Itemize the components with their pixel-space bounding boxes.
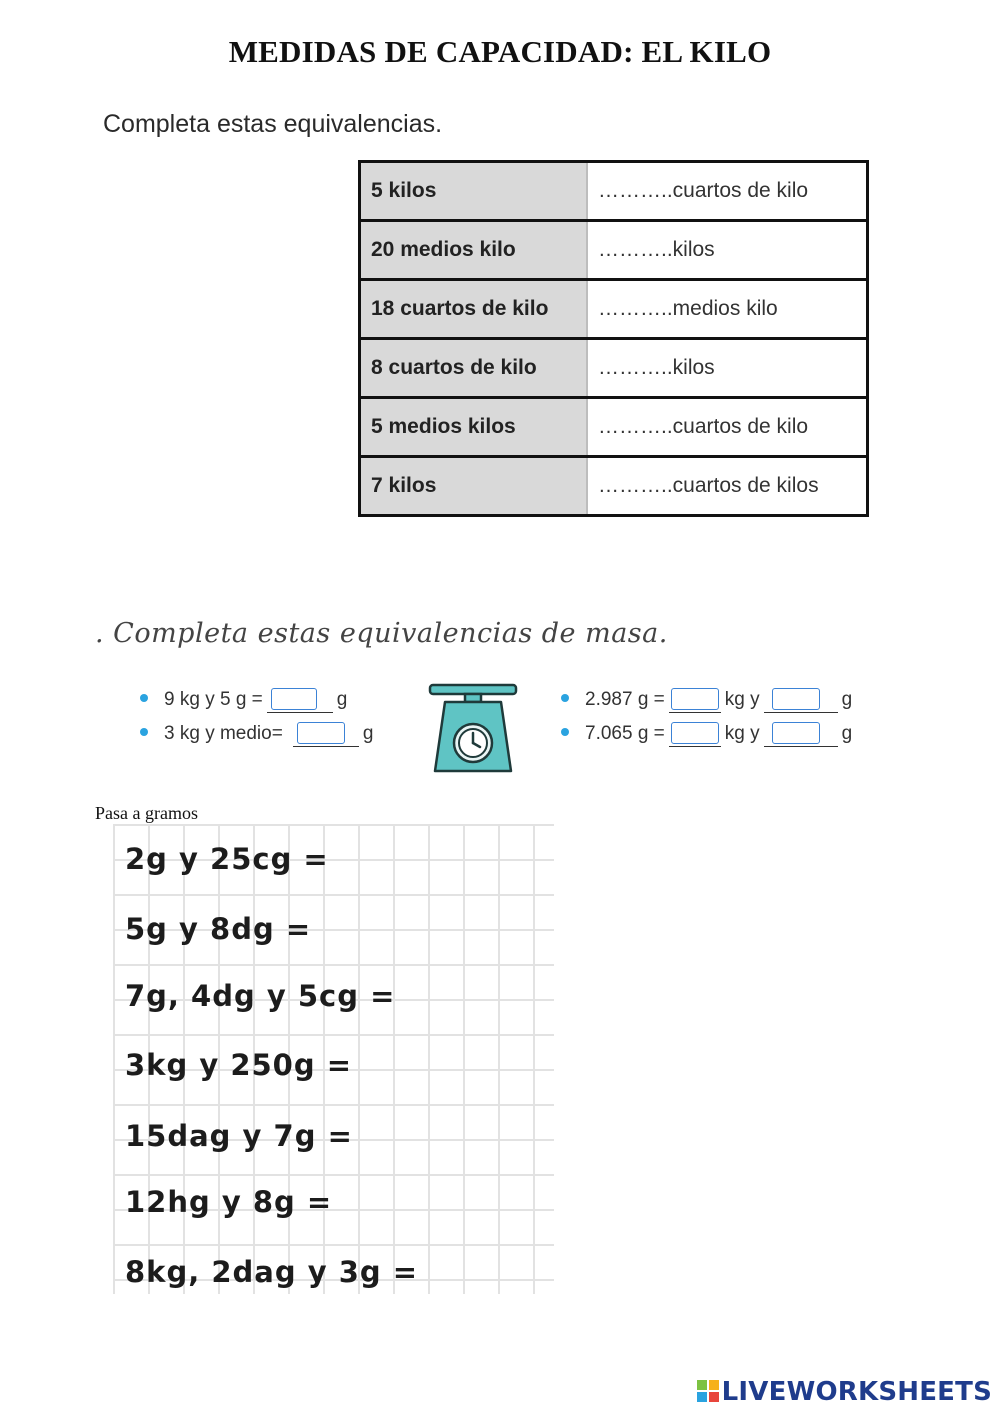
item-prefix: 7.065 g =: [585, 723, 665, 744]
answer-input[interactable]: [671, 722, 719, 744]
table-row: [360, 457, 868, 516]
table-cell-quantity: 5 kilos: [360, 162, 588, 221]
answer-blank: [267, 688, 333, 713]
table-cell-answer[interactable]: ………..kilos: [587, 221, 868, 280]
section1-instruction: Completa estas equivalencias.: [103, 110, 443, 138]
liveworksheets-icon: [697, 1380, 719, 1402]
answer-blank: [764, 688, 838, 713]
bullet-dot: [561, 694, 569, 702]
liveworksheets-logo: [697, 1377, 992, 1407]
table-cell-quantity: 20 medios kilo: [360, 221, 588, 280]
item-prefix: 9 kg y 5 g =: [164, 689, 263, 710]
list-item: [140, 721, 373, 747]
table-row: [360, 280, 868, 339]
section3-instruction: Pasa a gramos: [95, 803, 198, 823]
answer-input[interactable]: [772, 722, 820, 744]
answer-input[interactable]: [297, 722, 345, 744]
list-item: [561, 687, 852, 713]
table-cell-quantity: 7 kilos: [360, 457, 588, 516]
table-row: [360, 162, 868, 221]
grid-paper: [113, 824, 554, 1294]
table-row: [360, 398, 868, 457]
answer-blank: [669, 722, 721, 747]
conversion-exercise: 5g y 8dg =: [125, 912, 312, 946]
table-cell-quantity: 18 cuartos de kilo: [360, 280, 588, 339]
item-middle: kg y: [724, 723, 760, 744]
table-cell-answer[interactable]: ………..cuartos de kilo: [587, 162, 868, 221]
table-cell-answer[interactable]: ………..cuartos de kilo: [587, 398, 868, 457]
item-middle: kg y: [724, 689, 760, 710]
bullet-dot: [140, 728, 148, 736]
item-suffix: g: [336, 689, 348, 710]
conversion-exercise: 3kg y 250g =: [125, 1048, 353, 1082]
answer-blank: [293, 722, 359, 747]
conversion-exercise: 2g y 25cg =: [125, 842, 329, 876]
equivalence-table: [358, 160, 869, 517]
table-cell-answer[interactable]: ………..kilos: [587, 339, 868, 398]
list-item: [140, 687, 347, 713]
item-suffix: g: [841, 723, 853, 744]
item-prefix: 2.987 g =: [585, 689, 665, 710]
table-cell-answer[interactable]: ………..cuartos de kilos: [587, 457, 868, 516]
conversion-exercise: 12hg y 8g =: [125, 1185, 333, 1219]
conversion-exercise: 8kg, 2dag y 3g =: [125, 1255, 419, 1289]
answer-blank: [764, 722, 838, 747]
kitchen-scale-icon: [427, 683, 519, 777]
table-row: [360, 221, 868, 280]
list-item: [561, 721, 852, 747]
item-prefix: 3 kg y medio=: [164, 723, 283, 744]
page-title: MEDIDAS DE CAPACIDAD: EL KILO: [228, 34, 772, 69]
bullet-dot: [561, 728, 569, 736]
answer-blank: [669, 688, 721, 713]
brand-text: LIVEWORKSHEETS: [721, 1377, 992, 1407]
table-cell-quantity: 5 medios kilos: [360, 398, 588, 457]
table-row: [360, 339, 868, 398]
answer-input[interactable]: [271, 688, 317, 710]
item-suffix: g: [841, 689, 853, 710]
answer-input[interactable]: [671, 688, 719, 710]
conversion-exercise: 7g, 4dg y 5cg =: [125, 979, 396, 1013]
answer-input[interactable]: [772, 688, 820, 710]
conversion-exercise: 15dag y 7g =: [125, 1119, 353, 1153]
table-cell-quantity: 8 cuartos de kilo: [360, 339, 588, 398]
table-cell-answer[interactable]: ………..medios kilo: [587, 280, 868, 339]
item-suffix: g: [362, 723, 374, 744]
section2-instruction: . Completa estas equivalencias de masa.: [95, 618, 668, 649]
bullet-dot: [140, 694, 148, 702]
